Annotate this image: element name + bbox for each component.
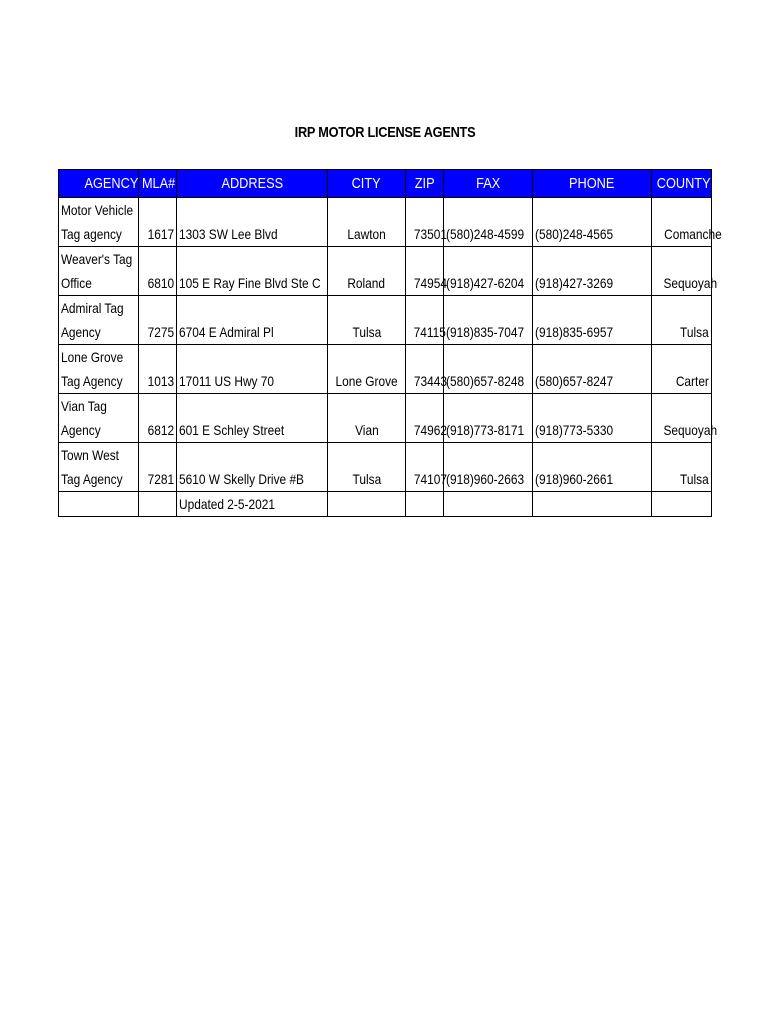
city-cell: Tulsa: [328, 443, 406, 492]
empty-cell: [59, 492, 139, 517]
fax-cell: (918)835-7047: [444, 296, 533, 345]
zip-cell: 74115: [406, 296, 444, 345]
zip-cell: 74954: [406, 247, 444, 296]
county-cell: Sequoyah: [652, 247, 712, 296]
table-row: [59, 198, 712, 247]
address-cell: 6704 E Admiral Pl: [177, 296, 328, 345]
fax-cell: (918)427-6204: [444, 247, 533, 296]
address-cell: 17011 US Hwy 70: [177, 345, 328, 394]
table-row: [59, 247, 712, 296]
zip-cell: 74107: [406, 443, 444, 492]
mla-cell: 1617: [139, 198, 177, 247]
fax-cell: (580)657-8248: [444, 345, 533, 394]
mla-cell: 7281: [139, 443, 177, 492]
mla-cell: 7275: [139, 296, 177, 345]
column-header-mla: MLA#: [139, 170, 177, 198]
column-header-phone: PHONE: [533, 170, 652, 198]
header-row: [59, 170, 712, 198]
column-header-fax: FAX: [444, 170, 533, 198]
phone-cell: (918)773-5330: [533, 394, 652, 443]
phone-cell: (580)657-8247: [533, 345, 652, 394]
table-row: [59, 394, 712, 443]
agency-cell: Weaver's Tag Office: [59, 247, 139, 296]
county-cell: Carter: [652, 345, 712, 394]
empty-cell: [406, 492, 444, 517]
phone-cell: (580)248-4565: [533, 198, 652, 247]
phone-cell: (918)427-3269: [533, 247, 652, 296]
column-header-city: CITY: [328, 170, 406, 198]
address-cell: 601 E Schley Street: [177, 394, 328, 443]
mla-cell: 6810: [139, 247, 177, 296]
column-header-address: ADDRESS: [177, 170, 328, 198]
phone-cell: (918)835-6957: [533, 296, 652, 345]
agency-cell: Town West Tag Agency: [59, 443, 139, 492]
column-header-zip: ZIP: [406, 170, 444, 198]
document-title: IRP MOTOR LICENSE AGENTS: [294, 124, 476, 141]
city-cell: Lawton: [328, 198, 406, 247]
city-cell: Tulsa: [328, 296, 406, 345]
agency-cell: Lone Grove Tag Agency: [59, 345, 139, 394]
fax-cell: (918)773-8171: [444, 394, 533, 443]
address-cell: 105 E Ray Fine Blvd Ste C: [177, 247, 328, 296]
mla-cell: 6812: [139, 394, 177, 443]
county-cell: Sequoyah: [652, 394, 712, 443]
fax-cell: (580)248-4599: [444, 198, 533, 247]
city-cell: Lone Grove: [328, 345, 406, 394]
table-row: [59, 345, 712, 394]
agency-cell: Admiral Tag Agency: [59, 296, 139, 345]
zip-cell: 73443: [406, 345, 444, 394]
empty-cell: [328, 492, 406, 517]
column-header-agency: AGENCY: [59, 170, 139, 198]
county-cell: Comanche: [652, 198, 712, 247]
agency-cell: Vian Tag Agency: [59, 394, 139, 443]
phone-cell: (918)960-2661: [533, 443, 652, 492]
table-row: [59, 296, 712, 345]
county-cell: Tulsa: [652, 443, 712, 492]
county-cell: Tulsa: [652, 296, 712, 345]
empty-cell: [533, 492, 652, 517]
empty-cell: [652, 492, 712, 517]
zip-cell: 73501: [406, 198, 444, 247]
zip-cell: 74962: [406, 394, 444, 443]
table-row-footer: [59, 492, 712, 517]
table-row: [59, 443, 712, 492]
agency-cell: Motor Vehicle Tag agency: [59, 198, 139, 247]
agents-table: [58, 169, 722, 517]
empty-cell: [444, 492, 533, 517]
fax-cell: (918)960-2663: [444, 443, 533, 492]
updated-note: Updated 2-5-2021: [177, 492, 328, 517]
mla-cell: 1013: [139, 345, 177, 394]
empty-cell: [139, 492, 177, 517]
address-cell: 5610 W Skelly Drive #B: [177, 443, 328, 492]
address-cell: 1303 SW Lee Blvd: [177, 198, 328, 247]
city-cell: Roland: [328, 247, 406, 296]
city-cell: Vian: [328, 394, 406, 443]
column-header-county: COUNTY: [652, 170, 712, 198]
